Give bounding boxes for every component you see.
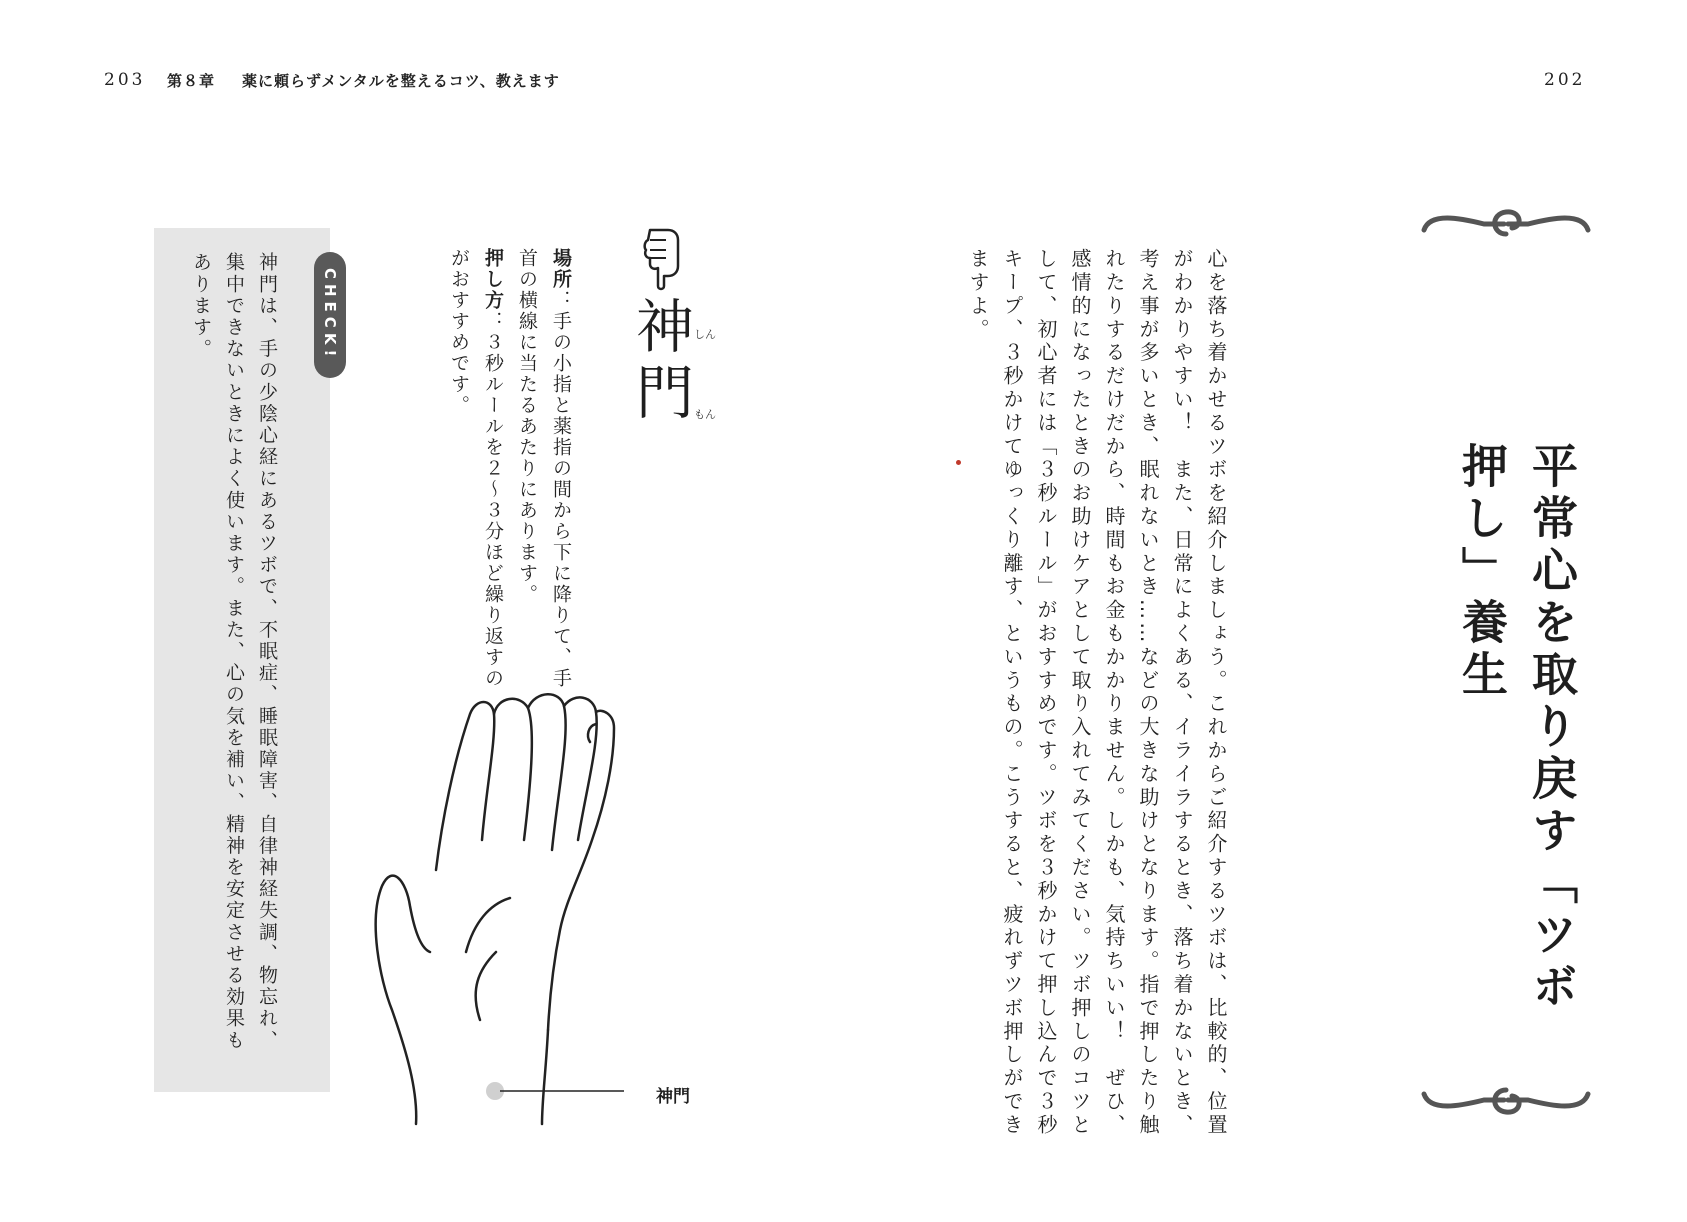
body-text: 心を落ち着かせるツボを紹介しましょう。これからご紹介するツボは、比較的、位置がわかりやすい！ また、日常によくある、イライラするとき、落ち着かないとき、考え事が多いとき、眠れないとき……などの大きな助けとなります。指で押したり触れたりするだけだから、時間もお金もかかりません。しかも、気持ちいい！ ぜひ、感情的になったときのお助けケアとして取り入れてみてください。ツボ押しのコツとして、初心者には「３秒ルール」がおすすめです。ツボを３秒かけて押し込んで３秒キープ、３秒かけてゆっくり離す、というもの。こうすると、疲れずツボ押しができますよ。	[966, 248, 1228, 1138]
pointing-hand-icon	[640, 226, 684, 292]
ruby-shin: しん	[694, 328, 716, 341]
article-title: 平常心を取り戻す「ツボ押し」養生	[1455, 442, 1579, 1014]
diagram-point-label: 神門	[656, 1087, 690, 1107]
point-info	[442, 248, 578, 698]
chapter-label: 第８章	[167, 72, 216, 90]
accent-dot	[956, 460, 961, 465]
top-ornament-icon	[1420, 204, 1592, 248]
location-label: 場所	[550, 248, 572, 290]
location-text: ：手の小指と薬指の間から下に降りて、手首の横線に当たるあたりにあります。	[516, 248, 572, 689]
ruby-mon: もん	[694, 408, 716, 421]
hand-illustration-icon	[370, 690, 650, 1135]
right-page-number: 202	[1544, 70, 1586, 90]
left-page-number: 203	[104, 70, 146, 90]
check-text: 神門は、手の少陰心経にあるツボで、不眠症、睡眠障害、自律神経失調、物忘れ、集中できないときによく使います。また、心の気を補い、精神を安定させる効果もあります。	[190, 252, 278, 1052]
chapter-title: 薬に頼らずメンタルを整えるコツ、教えます	[242, 72, 560, 90]
check-badge: CHECK!	[314, 252, 346, 378]
method-text: ：３秒ルールを２〜３分ほど繰り返すのがおすすめです。	[448, 248, 504, 689]
bottom-ornament-icon	[1420, 1076, 1592, 1120]
point-name: 神門	[626, 296, 694, 428]
method-label: 押し方	[482, 248, 504, 311]
